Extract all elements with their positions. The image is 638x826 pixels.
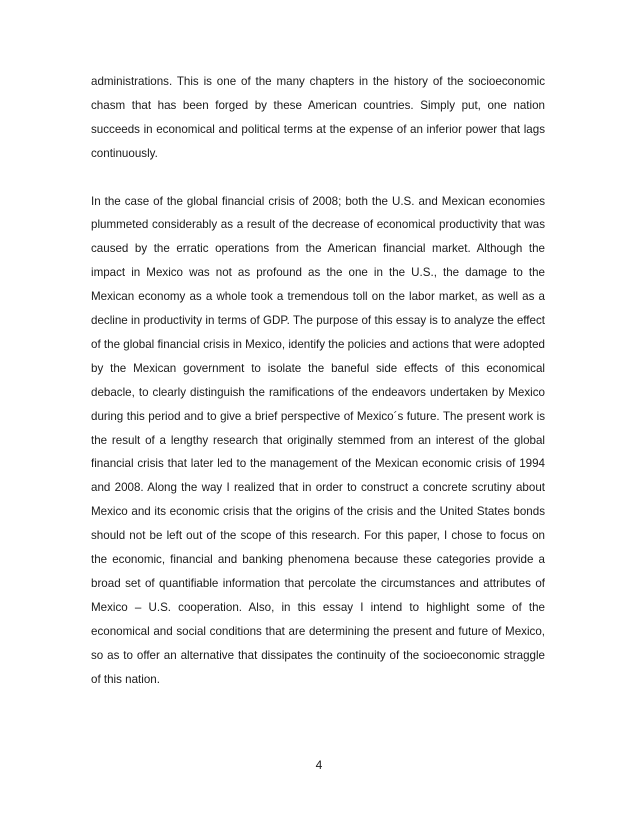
paragraph-financial-crisis: In the case of the global financial crisis of 2008; both the U.S. and Mexican economies plummeted considerably as a result of the decrease of economical productivity that was caused by the erratic operations from the American financial market. Although the impact in Mexico was not as profound as the one in the U.S., the damage to the Mexican economy as a whole took a tremendous toll on the labor market, as well as a decline in productivity in terms of GDP. The purpose of this essay is to analyze the effect of the global financial crisis in Mexico, identify the policies and actions that were adopted by the Mexican government to isolate the baneful side effects of this economical debacle, to clearly distinguish the ramifications of the endeavors undertaken by Mexico during this period and to give a brief perspective of Mexico´s future. The present work is the result of a lengthy research that originally stemmed from an interest of the global financial crisis that later led to the management of the Mexican economic crisis of 1994 and 2008. Along the way I realized that in order to construct a concrete scrutiny about Mexico and its economic crisis that the origins of the crisis and the United States bonds should not be left out of the scope of this research. For this paper, I chose to focus on the economic, financial and banking phenomena because these categories provide a broad set of quantifiable information that percolate the circumstances and attributes of Mexico – U.S. cooperation. Also, in this essay I intend to highlight some of the economical and social conditions that are determining the present and future of Mexico, so as to offer an alternative that dissipates the continuity of the socioeconomic straggle of this nation.	[91, 194, 545, 686]
body-text	[91, 70, 545, 692]
page-number: 4	[315, 758, 323, 772]
paragraph-continuation: administrations. This is one of the many chapters in the history of the socioeconomic chasm that has been forged by these American countries. Simply put, one nation succeeds in economical and political terms at the expense of an inferior power that lags continuously.	[91, 75, 545, 160]
